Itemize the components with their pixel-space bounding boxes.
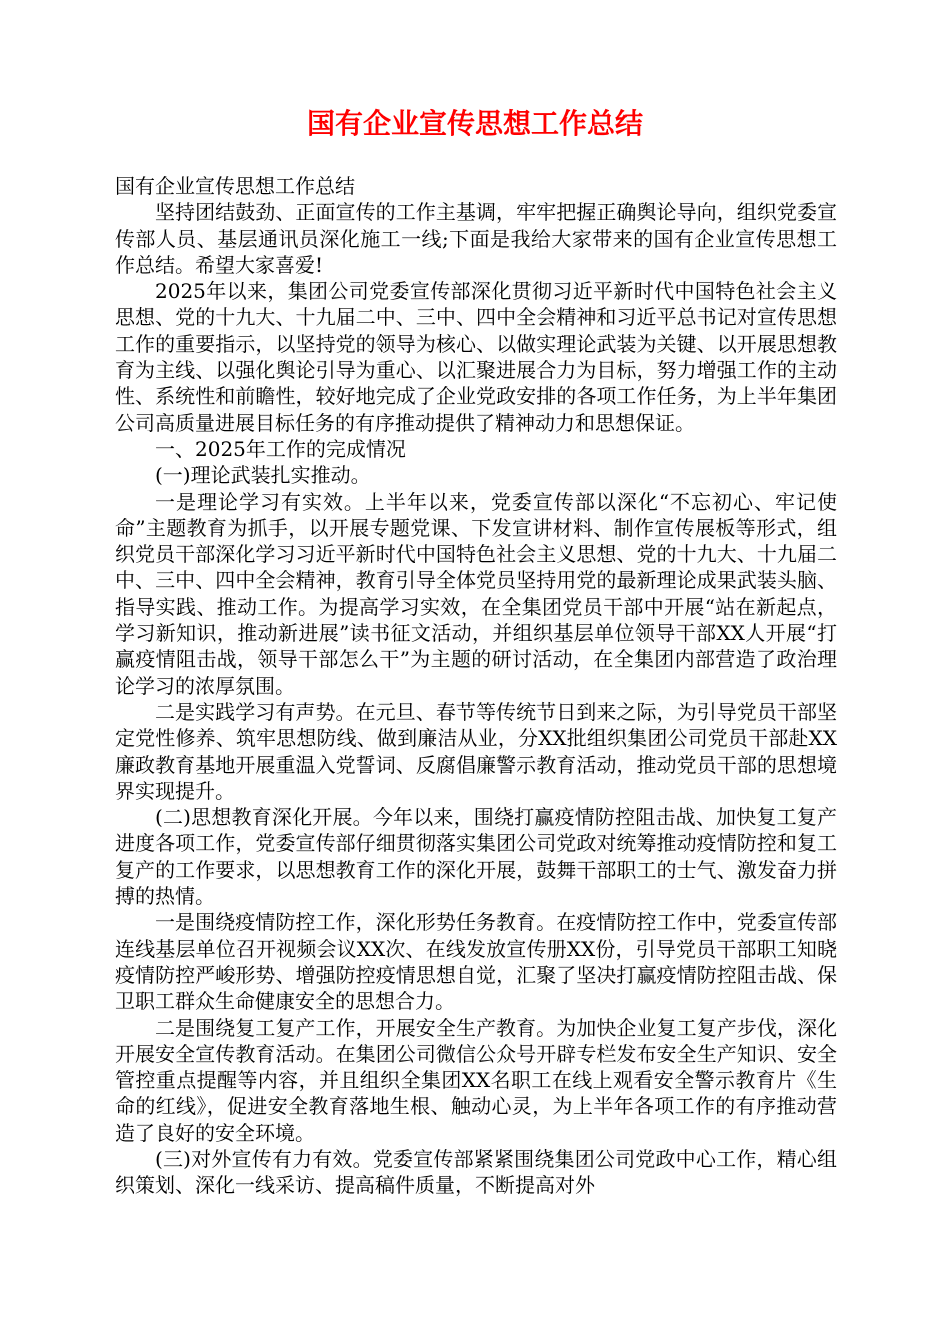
paragraph-ideological-education: (二)思想教育深化开展。今年以来，围绕打赢疫情防控阻击战、加快复工复产进度各项工作，党委宣传部仔细贯彻落实集团公司党政对统筹推动疫情防控和复工复产的工作要求，以思想教育工作的深化开展，鼓舞干部职工的士气、激发奋力拼搏的热情。 [115,805,837,909]
document-title: 国有企业宣传思想工作总结 [306,107,643,140]
paragraph-overview: 2025年以来，集团公司党委宣传部深化贯彻习近平新时代中国特色社会主义思想、党的十九大、十九届二中、三中、四中全会精神和习近平总书记对宣传思想工作的重要指示，以坚持党的领导为核心、以做实理论武装为关键、以开展思想教育为主线、以强化舆论引导为重心、以汇聚进展合力为目标，努力增强工作的主动性、系统性和前瞻性，较好地完成了企业党政安排的各项工作任务，为上半年集团公司高质量进展目标任务的有序推动提供了精神动力和思想保证。 [115,279,837,435]
paragraph-epidemic-prevention: 一是围绕疫情防控工作，深化形势任务教育。在疫情防控工作中，党委宣传部连线基层单位召开视频会议XX次、在线发放宣传册XX份，引导党员干部职工知晓疫情防控严峻形势、增强防控疫情思想自觉，汇聚了坚决打赢疫情防控阻击战、保卫职工群众生命健康安全的思想合力。 [115,910,837,1014]
subsection-heading-1: (一)理论武装扎实推动。 [155,463,371,488]
paragraph-resumption-safety: 二是围绕复工复产工作，开展安全生产教育。为加快企业复工复产步伐，深化开展安全宣传教育活动。在集团公司微信公众号开辟专栏发布安全生产知识、安全管控重点提醒等内容，并且组织全集团XX名职工在线上观看安全警示教育片《生命的红线》，促进安全教育落地生根、触动心灵，为上半年各项工作的有序推动营造了良好的安全环境。 [115,1015,837,1145]
paragraph-external-publicity: (三)对外宣传有力有效。党委宣传部紧紧围绕集团公司党政中心工作，精心组织策划、深化一线采访、提高稿件质量，不断提高对外 [115,1146,837,1198]
paragraph-intro: 坚持团结鼓劲、正面宣传的工作主基调，牢牢把握正确舆论导向，组织党委宣传部人员、基层通讯员深化施工一线;下面是我给大家带来的国有企业宣传思想工作总结。希望大家喜爱! [115,200,837,277]
paragraph-subtitle: 国有企业宣传思想工作总结 [115,174,355,198]
section-heading-1: 一、2025年工作的完成情况 [155,436,406,461]
paragraph-practice-study: 二是实践学习有声势。在元旦、春节等传统节日到来之际，为引导党员干部坚定党性修养、筑牢思想防线、做到廉洁从业，分XX批组织集团公司党员干部赴XX廉政教育基地开展重温入党誓词、反腐倡廉警示教育活动，推动党员干部的思想境界实现提升。 [115,699,837,803]
paragraph-theory-study: 一是理论学习有实效。上半年以来，党委宣传部以深化“不忘初心、牢记使命”主题教育为抓手，以开展专题党课、下发宣讲材料、制作宣传展板等形式，组织党员干部深化学习习近平新时代中国特色社会主义思想、党的十九大、十九届二中、三中、四中全会精神，教育引导全体党员坚持用党的最新理论成果武装头脑、指导实践、推动工作。为提高学习实效，在全集团党员干部中开展“站在新起点，学习新知识，推动新进展”读书征文活动，并组织基层单位领导干部XX人开展“打赢疫情阻击战，领导干部怎么干”为主题的研讨活动，在全集团内部营造了政治理论学习的浓厚氛围。 [115,489,837,698]
document-body [115,173,837,1199]
